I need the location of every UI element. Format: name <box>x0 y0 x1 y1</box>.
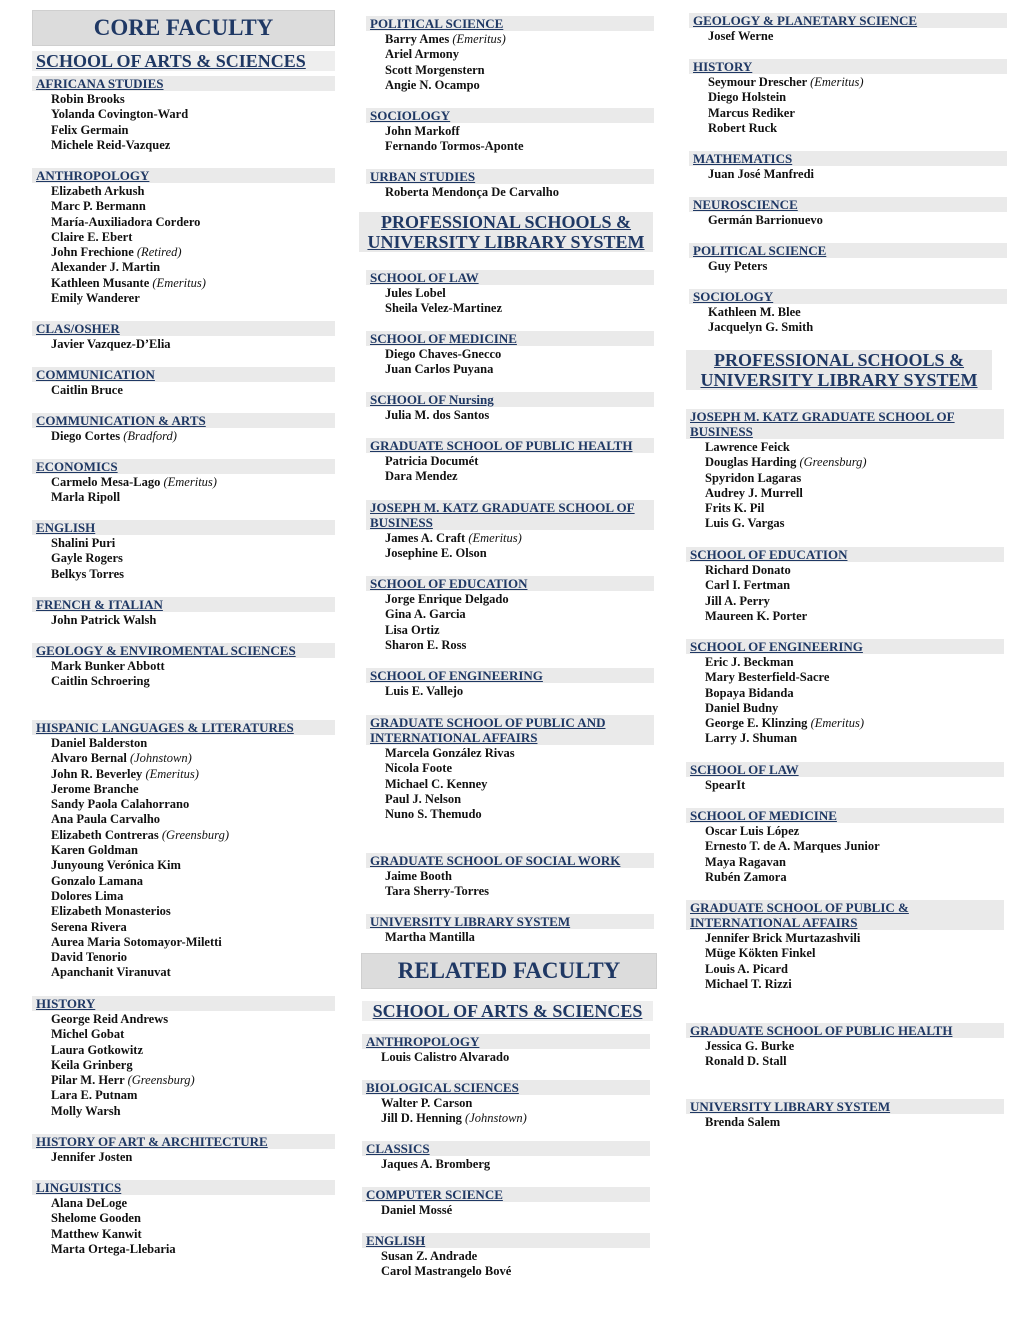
section-heading: GEOLOGY & PLANETARY SCIENCE <box>689 13 1007 28</box>
faculty-name: Daniel Mossé <box>381 1203 453 1217</box>
name-list <box>366 746 654 822</box>
faculty-name: Karen Goldman <box>51 843 138 858</box>
name-list <box>689 29 1007 44</box>
name-list <box>362 1249 650 1280</box>
section-heading: ECONOMICS <box>32 459 335 474</box>
section-communication <box>32 367 335 398</box>
faculty-name: Louis Calistro Alvarado <box>381 1050 510 1064</box>
section-neuroscience <box>689 197 1007 228</box>
name-list <box>686 824 1004 885</box>
name-list <box>32 659 335 690</box>
faculty-note: (Emeritus) <box>468 531 522 545</box>
section-mathematics <box>689 151 1007 182</box>
faculty-name: Julia M. dos Santos <box>385 408 490 422</box>
faculty-name: Jules Lobel <box>385 286 446 300</box>
section-heading: HISTORY <box>32 996 335 1011</box>
faculty-note: (Johnstown) <box>465 1111 527 1126</box>
name-list <box>32 337 335 352</box>
faculty-name: Josef Werne <box>708 29 774 43</box>
section-heading: NEUROSCIENCE <box>689 197 1007 212</box>
name-list <box>366 592 654 653</box>
section-school-of-law <box>366 270 654 317</box>
faculty-name: Felix Germain <box>51 122 129 137</box>
faculty-name: Larry J. Shuman <box>705 731 798 746</box>
related-faculty-banner: RELATED FACULTY <box>361 953 657 989</box>
name-list <box>366 185 654 200</box>
name-list <box>686 440 1004 532</box>
section-heading: HISPANIC LANGUAGES & LITERATURES <box>32 720 335 735</box>
faculty-name: Luis E. Vallejo <box>385 684 464 698</box>
section-school-of-education <box>366 576 654 653</box>
faculty-name: Müge Kökten Finkel <box>705 946 816 961</box>
faculty-name: Nuno S. Themudo <box>385 807 482 822</box>
section-university-library-system <box>686 1099 1004 1130</box>
faculty-note: (Emeritus) <box>452 32 506 46</box>
faculty-name: Caitlin Schroering <box>51 674 150 689</box>
faculty-name: Oscar Luis López <box>705 824 800 838</box>
name-list <box>32 1012 335 1119</box>
faculty-name: Nicola Foote <box>385 761 452 776</box>
name-list <box>366 930 654 945</box>
section-heading: GRADUATE SCHOOL OF PUBLIC HEALTH <box>686 1023 1004 1038</box>
faculty-name: Marla Ripoll <box>51 490 121 505</box>
section-heading: FRENCH & ITALIAN <box>32 597 335 612</box>
section-political-science <box>689 243 1007 274</box>
faculty-name: María-Auxiliadora Cordero <box>51 214 201 229</box>
section-economics <box>32 459 335 506</box>
faculty-name: Claire E. Ebert <box>51 229 133 244</box>
faculty-name: Carmelo Mesa-Lago (Emeritus) <box>51 475 217 489</box>
name-list <box>686 778 1004 793</box>
faculty-name: Ariel Armony <box>385 47 459 62</box>
name-list <box>32 429 335 444</box>
section-school-of-education <box>686 547 1004 624</box>
faculty-name: Jill A. Perry <box>705 593 770 608</box>
faculty-name: Gayle Rogers <box>51 551 123 566</box>
faculty-name: Marcus Rediker <box>708 105 795 120</box>
section-english <box>32 520 335 582</box>
name-list <box>366 684 654 699</box>
section-computer-science <box>362 1187 650 1218</box>
section-university-library-system <box>366 914 654 945</box>
faculty-name: John Patrick Walsh <box>51 613 157 627</box>
faculty-name: Shelome Gooden <box>51 1211 141 1226</box>
name-list <box>689 213 1007 228</box>
faculty-name: Tara Sherry-Torres <box>385 884 490 899</box>
faculty-name: Keila Grinberg <box>51 1057 133 1072</box>
faculty-name: Jerome Branche <box>51 781 139 796</box>
section-heading: SCHOOL OF EDUCATION <box>686 547 1004 562</box>
name-list <box>366 869 654 900</box>
name-list <box>689 167 1007 182</box>
name-list <box>362 1096 650 1127</box>
faculty-name: Robert Ruck <box>708 120 778 135</box>
faculty-name: Ernesto T. de A. Marques Junior <box>705 839 880 854</box>
faculty-name: Molly Warsh <box>51 1103 121 1118</box>
name-list <box>32 1150 335 1165</box>
faculty-name: Maureen K. Porter <box>705 608 808 623</box>
name-list <box>366 32 654 93</box>
faculty-note: (Emeritus) <box>145 766 199 781</box>
section-anthropology <box>362 1034 650 1065</box>
name-list <box>32 736 335 981</box>
name-list <box>362 1050 650 1065</box>
section-heading: JOSEPH M. KATZ GRADUATE SCHOOL OF BUSINESS <box>366 500 654 530</box>
section-heading: BIOLOGICAL SCIENCES <box>362 1080 650 1095</box>
section-graduate-school-of-public-international-affairs <box>686 900 1004 992</box>
faculty-name: Shalini Puri <box>51 536 116 550</box>
faculty-name: Marcela González Rivas <box>385 746 515 760</box>
section-graduate-school-of-public-health <box>686 1023 1004 1070</box>
name-list <box>686 563 1004 624</box>
section-heading: ANTHROPOLOGY <box>362 1034 650 1049</box>
section-heading: SOCIOLOGY <box>689 289 1007 304</box>
faculty-note: (Emeritus) <box>810 75 864 89</box>
section-heading: SCHOOL OF LAW <box>366 270 654 285</box>
name-list <box>362 1157 650 1172</box>
faculty-name: Paul J. Nelson <box>385 791 462 806</box>
name-list <box>689 305 1007 336</box>
faculty-name: David Tenorio <box>51 950 128 965</box>
section-heading: HISTORY <box>689 59 1007 74</box>
faculty-name: Angie N. Ocampo <box>385 77 480 92</box>
faculty-name: Jill D. Henning (Johnstown) <box>381 1111 527 1126</box>
section-political-science <box>366 16 654 93</box>
faculty-name: Daniel Budny <box>705 700 779 715</box>
section-heading: GRADUATE SCHOOL OF PUBLIC & INTERNATIONAL AFFAIRS <box>686 900 1004 930</box>
faculty-name: Juan Carlos Puyana <box>385 362 494 377</box>
section-heading: AFRICANA STUDIES <box>32 76 335 91</box>
faculty-name: Emily Wanderer <box>51 291 140 306</box>
faculty-note: (Greensburg) <box>799 455 867 470</box>
section-sociology <box>689 289 1007 336</box>
section-hispanic-languages-literatures <box>32 720 335 981</box>
faculty-name: Walter P. Carson <box>381 1096 473 1110</box>
faculty-name: Rubén Zamora <box>705 869 787 884</box>
faculty-name: Matthew Kanwit <box>51 1226 142 1241</box>
section-linguistics <box>32 1180 335 1257</box>
section-heading: COMPUTER SCIENCE <box>362 1187 650 1202</box>
faculty-name: Roberta Mendonça De Carvalho <box>385 185 559 199</box>
section-school-of-engineering <box>686 639 1004 747</box>
section-heading: LINGUISTICS <box>32 1180 335 1195</box>
name-list <box>32 184 335 306</box>
section-heading: ENGLISH <box>32 520 335 535</box>
section-heading: JOSEPH M. KATZ GRADUATE SCHOOL OF BUSINESS <box>686 409 1004 439</box>
faculty-note: (Johnstown) <box>129 751 192 766</box>
section-history-of-art-architecture <box>32 1134 335 1165</box>
section-heading: CLASSICS <box>362 1141 650 1156</box>
section-heading: HISTORY OF ART & ARCHITECTURE <box>32 1134 335 1149</box>
faculty-name: Jessica G. Burke <box>705 1039 795 1053</box>
name-list <box>32 613 335 628</box>
name-list <box>366 454 654 485</box>
faculty-name: Junyoung Verónica Kim <box>51 858 181 873</box>
faculty-name: Elizabeth Contreras (Greensburg) <box>51 827 229 842</box>
faculty-name: Elizabeth Monasterios <box>51 904 171 919</box>
faculty-name: Michael C. Kenney <box>385 776 488 791</box>
name-list <box>32 383 335 398</box>
section-geology-planetary-science <box>689 13 1007 44</box>
faculty-name: Germán Barrionuevo <box>708 213 823 227</box>
faculty-name: Josephine E. Olson <box>385 546 487 561</box>
faculty-name: Sandy Paola Calahorrano <box>51 797 190 812</box>
faculty-name: Alexander J. Martin <box>51 260 161 275</box>
faculty-name: Robin Brooks <box>51 92 125 106</box>
faculty-name: Spyridon Lagaras <box>705 470 802 485</box>
faculty-name: Lara E. Putnam <box>51 1088 138 1103</box>
section-geology-enviromental-sciences <box>32 643 335 690</box>
section-heading: SOCIOLOGY <box>366 108 654 123</box>
faculty-name: Kathleen M. Blee <box>708 305 801 319</box>
section-school-of-engineering <box>366 668 654 699</box>
section-school-of-law <box>686 762 1004 793</box>
faculty-name: Seymour Drescher (Emeritus) <box>708 75 864 89</box>
faculty-name: Brenda Salem <box>705 1115 781 1129</box>
section-school-of-medicine <box>686 808 1004 885</box>
related-school-arts-sciences-heading: SCHOOL OF ARTS & SCIENCES <box>362 1001 653 1021</box>
faculty-name: Jennifer Josten <box>51 1150 133 1164</box>
school-arts-sciences-heading: SCHOOL OF ARTS & SCIENCES <box>32 51 335 71</box>
section-heading: URBAN STUDIES <box>366 169 654 184</box>
faculty-name: Richard Donato <box>705 563 791 577</box>
section-africana-studies <box>32 76 335 153</box>
faculty-name: Eric J. Beckman <box>705 655 794 669</box>
name-list <box>686 931 1004 992</box>
faculty-name: Caitlin Bruce <box>51 383 123 397</box>
section-sociology <box>366 108 654 155</box>
faculty-name: Michele Reid-Vazquez <box>51 137 171 152</box>
name-list <box>32 1196 335 1257</box>
faculty-name: George E. Klinzing (Emeritus) <box>705 716 865 731</box>
faculty-name: Michel Gobat <box>51 1027 125 1042</box>
section-heading: ANTHROPOLOGY <box>32 168 335 183</box>
faculty-name: Apanchanit Viranuvat <box>51 965 171 980</box>
faculty-name: Diego Chaves-Gnecco <box>385 347 502 361</box>
faculty-name: Ronald D. Stall <box>705 1054 787 1069</box>
faculty-name: Dolores Lima <box>51 888 124 903</box>
section-clas-osher <box>32 321 335 352</box>
section-heading: SCHOOL OF ENGINEERING <box>366 668 654 683</box>
section-school-of-medicine <box>366 331 654 378</box>
name-list <box>32 475 335 506</box>
section-heading: SCHOOL OF MEDICINE <box>366 331 654 346</box>
faculty-name: Alana DeLoge <box>51 1196 128 1210</box>
faculty-name: Alvaro Bernal (Johnstown) <box>51 751 192 766</box>
faculty-name: Barry Ames (Emeritus) <box>385 32 506 46</box>
section-heading: UNIVERSITY LIBRARY SYSTEM <box>686 1099 1004 1114</box>
name-list <box>32 92 335 153</box>
faculty-name: SpearIt <box>705 778 746 792</box>
faculty-name: Ana Paula Carvalho <box>51 812 161 827</box>
section-classics <box>362 1141 650 1172</box>
faculty-name: Juan José Manfredi <box>708 167 815 181</box>
section-heading: CLAS/OSHER <box>32 321 335 336</box>
section-heading: SCHOOL OF MEDICINE <box>686 808 1004 823</box>
section-french-italian <box>32 597 335 628</box>
section-heading: GRADUATE SCHOOL OF PUBLIC AND INTERNATIONAL AFFAIRS <box>366 715 654 745</box>
name-list <box>689 259 1007 274</box>
faculty-note: (Emeritus) <box>163 475 217 489</box>
faculty-name: Fernando Tormos-Aponte <box>385 139 524 154</box>
name-list <box>366 408 654 423</box>
section-biological-sciences <box>362 1080 650 1127</box>
faculty-name: Carol Mastrangelo Bové <box>381 1264 512 1279</box>
name-list <box>366 124 654 155</box>
section-communication-arts <box>32 413 335 444</box>
section-school-of-nursing <box>366 392 654 423</box>
faculty-name: Gonzalo Lamana <box>51 873 144 888</box>
faculty-name: John Markoff <box>385 124 460 138</box>
section-heading: SCHOOL OF LAW <box>686 762 1004 777</box>
name-list <box>686 655 1004 747</box>
faculty-name: Mary Besterfield-Sacre <box>705 670 830 685</box>
faculty-name: Guy Peters <box>708 259 768 273</box>
section-urban-studies <box>366 169 654 200</box>
faculty-name: James A. Craft (Emeritus) <box>385 531 522 545</box>
faculty-name: Diego Holstein <box>708 90 787 105</box>
section-heading: ENGLISH <box>362 1233 650 1248</box>
faculty-name: Jorge Enrique Delgado <box>385 592 509 606</box>
section-anthropology <box>32 168 335 306</box>
faculty-name: Serena Rivera <box>51 919 127 934</box>
faculty-name: Lawrence Feick <box>705 440 790 454</box>
faculty-name: Jaques A. Bromberg <box>381 1157 491 1171</box>
section-joseph-m-katz-graduate-school-of-business <box>686 409 1004 532</box>
faculty-name: Elizabeth Arkush <box>51 184 145 198</box>
faculty-name: John Frechione (Retired) <box>51 245 182 260</box>
faculty-name: Marc P. Bermann <box>51 199 146 214</box>
section-graduate-school-of-social-work <box>366 853 654 900</box>
section-heading: SCHOOL OF Nursing <box>366 392 654 407</box>
core-faculty-banner: CORE FACULTY <box>32 10 335 46</box>
faculty-name: Daniel Balderston <box>51 736 148 750</box>
faculty-name: Belkys Torres <box>51 566 125 581</box>
faculty-name: Jacquelyn G. Smith <box>708 320 814 335</box>
section-heading: SCHOOL OF EDUCATION <box>366 576 654 591</box>
faculty-name: Scott Morgenstern <box>385 62 485 77</box>
faculty-name: Pilar M. Herr (Greensburg) <box>51 1073 195 1088</box>
faculty-name: Susan Z. Andrade <box>381 1249 478 1263</box>
faculty-name: Yolanda Covington-Ward <box>51 107 189 122</box>
faculty-name: Patricia Documét <box>385 454 479 468</box>
name-list <box>686 1039 1004 1070</box>
faculty-name: Jaime Booth <box>385 869 453 883</box>
section-graduate-school-of-public-and-international-affairs <box>366 715 654 822</box>
faculty-name: Marta Ortega-Llebaria <box>51 1241 176 1256</box>
faculty-note: (Emeritus) <box>810 716 865 731</box>
faculty-name: Luis G. Vargas <box>705 516 785 531</box>
professional-schools-heading: PROFESSIONAL SCHOOLS & UNIVERSITY LIBRARY SYSTEM <box>359 212 653 252</box>
section-heading: GEOLOGY & ENVIROMENTAL SCIENCES <box>32 643 335 658</box>
faculty-note: (Bradford) <box>123 429 177 443</box>
faculty-name: Mark Bunker Abbott <box>51 659 165 673</box>
col3-professional-schools-heading: PROFESSIONAL SCHOOLS & UNIVERSITY LIBRARY SYSTEM <box>686 350 992 390</box>
faculty-name: Laura Gotkowitz <box>51 1042 144 1057</box>
name-list <box>362 1203 650 1218</box>
faculty-name: Sharon E. Ross <box>385 637 467 652</box>
name-list <box>686 1115 1004 1130</box>
section-graduate-school-of-public-health <box>366 438 654 485</box>
section-heading: POLITICAL SCIENCE <box>366 16 654 31</box>
section-heading: COMMUNICATION <box>32 367 335 382</box>
faculty-name: Bopaya Bidanda <box>705 685 794 700</box>
faculty-note: (Greensburg) <box>161 827 229 842</box>
section-heading: SCHOOL OF ENGINEERING <box>686 639 1004 654</box>
section-heading: POLITICAL SCIENCE <box>689 243 1007 258</box>
faculty-name: Jennifer Brick Murtazashvili <box>705 931 861 945</box>
name-list <box>32 536 335 582</box>
faculty-name: George Reid Andrews <box>51 1012 169 1026</box>
name-list <box>689 75 1007 136</box>
faculty-name: Sheila Velez-Martinez <box>385 301 502 316</box>
faculty-name: Louis A. Picard <box>705 961 788 976</box>
faculty-name: Kathleen Musante (Emeritus) <box>51 275 206 290</box>
section-english <box>362 1233 650 1280</box>
faculty-name: Dara Mendez <box>385 469 458 484</box>
faculty-name: Michael T. Rizzi <box>705 976 792 991</box>
faculty-note: (Emeritus) <box>152 275 206 290</box>
name-list <box>366 531 654 562</box>
faculty-name: Diego Cortes (Bradford) <box>51 429 177 443</box>
faculty-name: Javier Vazquez-D’Elia <box>51 337 171 351</box>
faculty-name: Carl I. Fertman <box>705 578 791 593</box>
faculty-name: Aurea Maria Sotomayor-Miletti <box>51 934 222 949</box>
faculty-name: Maya Ragavan <box>705 854 786 869</box>
section-joseph-m-katz-graduate-school-of-business <box>366 500 654 562</box>
section-history <box>32 996 335 1119</box>
faculty-name: Douglas Harding (Greensburg) <box>705 455 867 470</box>
name-list <box>366 286 654 317</box>
name-list <box>366 347 654 378</box>
faculty-note: (Retired) <box>136 245 182 260</box>
faculty-name: Frits K. Pil <box>705 501 765 516</box>
section-history <box>689 59 1007 136</box>
section-heading: GRADUATE SCHOOL OF SOCIAL WORK <box>366 853 654 868</box>
faculty-name: Gina A. Garcia <box>385 607 466 622</box>
section-heading: COMMUNICATION & ARTS <box>32 413 335 428</box>
section-heading: GRADUATE SCHOOL OF PUBLIC HEALTH <box>366 438 654 453</box>
faculty-name: Audrey J. Murrell <box>705 485 803 500</box>
faculty-name: John R. Beverley (Emeritus) <box>51 766 199 781</box>
faculty-name: Lisa Ortiz <box>385 622 440 637</box>
section-heading: UNIVERSITY LIBRARY SYSTEM <box>366 914 654 929</box>
section-heading: MATHEMATICS <box>689 151 1007 166</box>
faculty-name: Martha Mantilla <box>385 930 475 944</box>
faculty-note: (Greensburg) <box>127 1073 195 1088</box>
